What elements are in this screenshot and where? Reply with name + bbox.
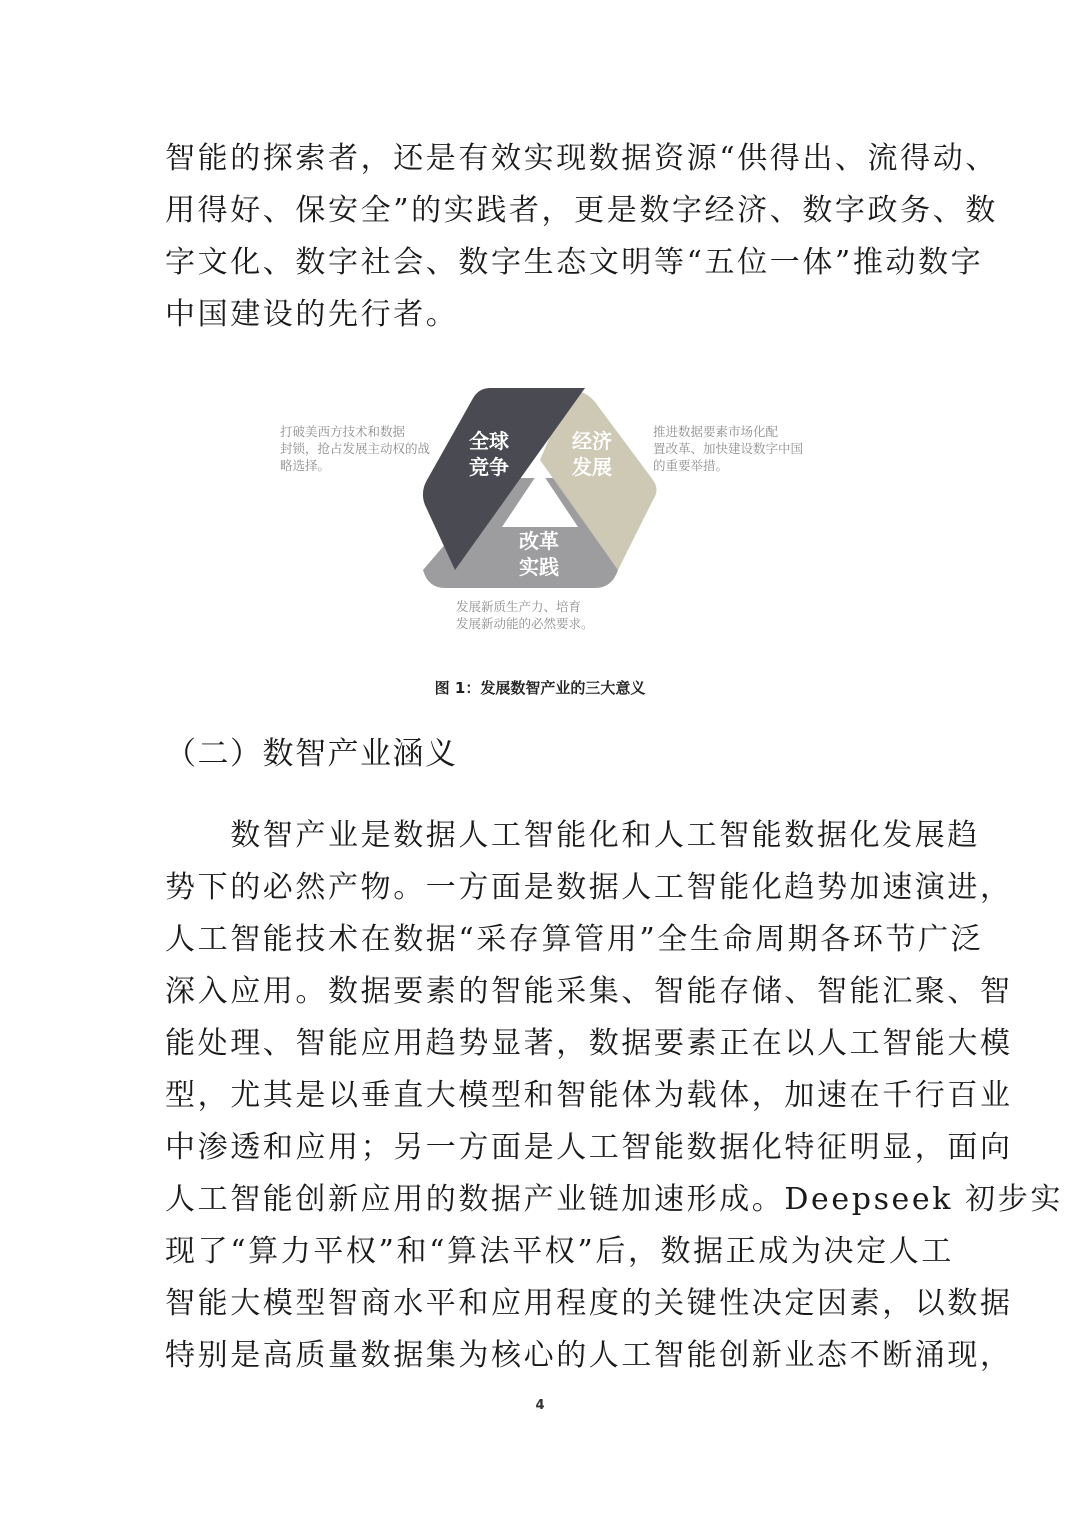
figure-caption: 图 1：发展数智产业的三大意义 (434, 679, 646, 697)
note-line: 发展新质生产力、培育 (456, 599, 582, 614)
paragraph-line: 用得好、保安全”的实践者，更是数字经济、数字政务、数 (165, 193, 998, 228)
segment-label-line: 竞争 (469, 455, 509, 479)
segment-label-line: 改革 (519, 529, 559, 553)
paragraph-line: 能处理、智能应用趋势显著，数据要素正在以人工智能大模 (165, 1026, 1013, 1061)
note-line: 发展新动能的必然要求。 (456, 616, 594, 631)
paragraph-line: 人工智能技术在数据“采存算管用”全生命周期各环节广泛 (165, 922, 984, 957)
paragraph-line: 中渗透和应用；另一方面是人工智能数据化特征明显，面向 (165, 1130, 1013, 1165)
note-global (280, 423, 430, 474)
note-line: 封锁，抢占发展主动权的战 (280, 441, 431, 456)
note-reform (456, 598, 594, 632)
note-line: 推进数据要素市场化配 (653, 424, 779, 439)
significance-diagram (240, 380, 840, 650)
page-number: 4 (535, 1398, 545, 1413)
paragraph-line: 型，尤其是以垂直大模型和智能体为载体，加速在千行百业 (165, 1078, 1013, 1113)
paragraph-line: 字文化、数字社会、数字生态文明等“五位一体”推动数字 (165, 245, 984, 280)
paragraph-line: 势下的必然产物。一方面是数据人工智能化趋势加速演进， (165, 870, 1013, 905)
segment-label-line: 全球 (469, 429, 509, 453)
intro-paragraph (165, 133, 998, 341)
segment-label-line: 经济 (572, 429, 612, 453)
paragraph-line: 深入应用。数据要素的智能采集、智能存储、智能汇聚、智 (165, 974, 1013, 1009)
note-line: 打破美西方技术和数据 (280, 424, 406, 439)
paragraph-line: 数智产业是数据人工智能化和人工智能数据化发展趋 (165, 818, 980, 853)
segment-economy-label (557, 428, 627, 480)
segment-label-line: 发展 (572, 455, 612, 479)
paragraph-line: 智能大模型智商水平和应用程度的关键性决定因素，以数据 (165, 1286, 1013, 1321)
segment-label-line: 实践 (519, 555, 559, 579)
paragraph-line: 现了“算力平权”和“算法平权”后，数据正成为决定人工 (165, 1234, 954, 1269)
paragraph-line: 人工智能创新应用的数据产业链加速形成。Deepseek 初步实 (165, 1182, 1063, 1217)
note-line: 的重要举措。 (653, 458, 729, 473)
main-paragraph (165, 810, 1063, 1382)
segment-reform-label (504, 528, 574, 580)
section-heading: （二）数智产业涵义 (165, 736, 458, 772)
paragraph-line: 特别是高质量数据集为核心的人工智能创新业态不断涌现， (165, 1338, 1013, 1373)
paragraph-line: 智能的探索者，还是有效实现数据资源“供得出、流得动、 (165, 141, 998, 176)
paragraph-line: 中国建设的先行者。 (165, 297, 459, 332)
note-economy (653, 423, 803, 474)
segment-global-label (454, 428, 524, 480)
note-line: 置改革、加快建设数字中国 (653, 441, 804, 456)
note-line: 略选择。 (280, 458, 331, 473)
